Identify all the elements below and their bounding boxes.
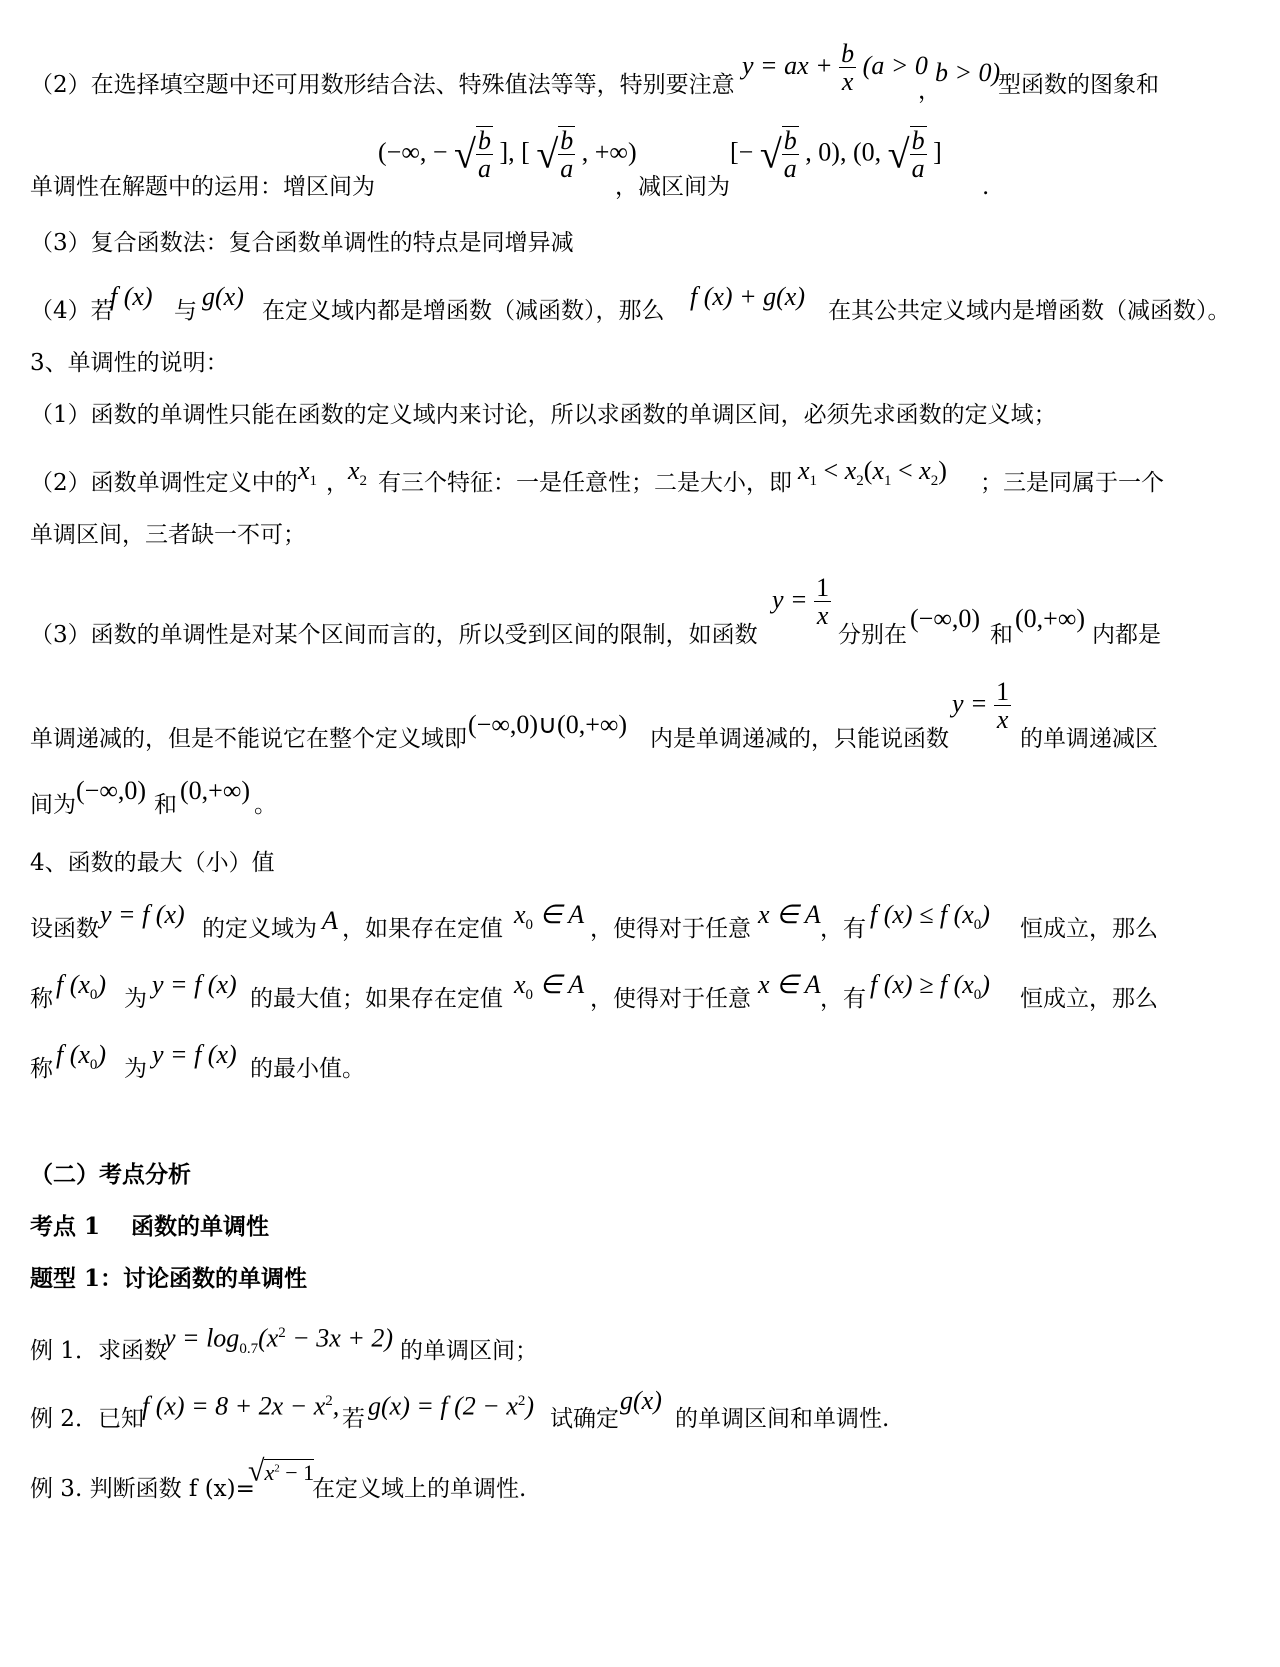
paragraph-line-9 <box>30 568 1250 653</box>
paragraph-line-14 <box>30 966 1250 1016</box>
formula-A: A <box>322 906 338 935</box>
formula-y-eq-fx: y = f (x) <box>152 970 237 999</box>
text-span: 的单调递减区 <box>1020 726 1158 752</box>
numerator: b <box>783 126 797 155</box>
section-heading-analysis: （二）考点分析 <box>30 1161 191 1188</box>
example-1 <box>30 1316 1250 1366</box>
formula-part: y = <box>952 688 988 718</box>
formula-y-eq-fx: y = f (x) <box>152 1040 237 1069</box>
denominator: x <box>816 601 829 631</box>
sqrt-b-over-a <box>888 126 927 183</box>
numerator: b <box>911 126 925 155</box>
sqrt-b-over-a <box>454 126 493 183</box>
text-span: ，减区间为 <box>615 174 730 200</box>
formula-part: g(x) = f (2 − x <box>368 1391 518 1421</box>
text-span: 内是单调递减的，只能说函数 <box>650 726 949 752</box>
formula-part: y = ax + <box>742 50 833 80</box>
paragraph-line-8: 单调区间，三者缺一不可； <box>30 522 306 548</box>
formula-b-gt-0: b > 0) <box>935 58 1001 87</box>
formula-part: ) <box>525 1391 535 1421</box>
formula-y-eq-1-over-x <box>772 574 831 630</box>
paragraph-line-5: 3、单调性的说明： <box>30 350 229 376</box>
text-span: 。 <box>254 792 277 818</box>
formula-interval-neg: (−∞,0) <box>76 776 147 805</box>
numerator: b <box>560 126 574 155</box>
text-span: 有三个特征：一是任意性；二是大小，即 <box>378 470 792 496</box>
formula-interval-pos: (0,+∞) <box>180 776 251 805</box>
var: x <box>844 456 857 485</box>
superscript: 2 <box>274 1463 280 1475</box>
subscript: 2 <box>930 473 939 490</box>
formula-fx0 <box>56 1040 106 1080</box>
sqrt-b-over-a <box>760 126 799 183</box>
formula-part: − 3x + 2) <box>285 1323 394 1353</box>
var: x <box>514 900 526 929</box>
var: x <box>264 1460 275 1486</box>
formula-x2 <box>348 456 367 496</box>
radical-sign: √ <box>887 131 910 177</box>
subscript: 0 <box>89 987 98 1004</box>
radical-sign: √ <box>759 131 782 177</box>
section-heading-type-1: 题型 1：讨论函数的单调性 <box>30 1265 308 1292</box>
text-span: （4）若 <box>30 298 114 324</box>
subscript: 2 <box>856 473 864 490</box>
subscript: 0 <box>89 1057 98 1074</box>
text-span: 与 <box>174 298 197 324</box>
formula-decreasing-interval <box>730 126 942 183</box>
paragraph-line-10 <box>30 668 1250 758</box>
paragraph-line-7 <box>30 452 1250 502</box>
formula-increasing-interval <box>378 126 637 183</box>
formula-log <box>164 1318 393 1364</box>
formula-part: , <box>332 1391 340 1421</box>
formula-fx-le-fx0 <box>870 900 990 940</box>
formula-part: (a > 0 <box>862 50 928 80</box>
text-span: ，如果存在定值 <box>342 916 503 942</box>
formula-part: ) <box>97 970 107 999</box>
text-span: . <box>982 174 990 200</box>
text-span: 在定义域内都是增函数（减函数），那么 <box>262 298 665 324</box>
text-span: （3）函数的单调性是对某个区间而言的，所以受到区间的限制，如函数 <box>30 622 758 648</box>
formula-fx-def <box>142 1386 339 1422</box>
var: x <box>514 970 526 999</box>
text-span: ，有 <box>820 986 866 1012</box>
paragraph-line-15 <box>30 1036 1250 1086</box>
formula-part: ], [ <box>499 137 530 167</box>
formula-x1 <box>298 456 317 496</box>
paragraph-line-4 <box>30 280 1250 330</box>
text-span: 的单调区间； <box>400 1338 538 1364</box>
formula-gx: g(x) <box>620 1386 662 1415</box>
formula-part: (−∞,0) <box>468 710 539 739</box>
text-span: 的最小值。 <box>250 1056 365 1082</box>
formula-part: f (x) ≥ f (x <box>870 970 974 999</box>
radicand <box>264 1459 314 1485</box>
formula-x0-in-A <box>514 970 584 1010</box>
formula-gx: g(x) <box>202 282 244 311</box>
text-span: ；三是同属于一个 <box>980 470 1164 496</box>
text-span: 和 <box>154 792 177 818</box>
superscript: 2 <box>325 1393 333 1409</box>
formula-part: f (x) = 8 + 2x − x <box>142 1391 326 1421</box>
denominator: a <box>560 154 574 184</box>
text-span: 恒成立，那么 <box>1020 916 1158 942</box>
text-span: 间为 <box>30 792 76 818</box>
superscript: 2 <box>278 1325 286 1341</box>
text-span: ，有 <box>820 916 866 942</box>
example-3 <box>30 1454 1250 1504</box>
formula-part: ∈ A <box>533 900 585 929</box>
formula-part: y = log <box>164 1323 240 1353</box>
var: x <box>348 456 360 485</box>
formula-gx-def <box>368 1386 534 1422</box>
formula-fx0 <box>56 970 106 1010</box>
fraction-b-over-x <box>839 40 856 96</box>
formula-part: − 1 <box>279 1460 315 1486</box>
paragraph-line-11 <box>30 772 1250 822</box>
text-span: 的最大值；如果存在定值 <box>250 986 503 1012</box>
subscript: 2 <box>359 473 368 490</box>
denominator: x <box>841 67 854 97</box>
union-sign: ∪ <box>538 710 558 739</box>
denominator: a <box>911 154 925 184</box>
text-span: ， <box>918 78 941 104</box>
example-2 <box>30 1384 1250 1434</box>
subscript: 0 <box>525 917 534 934</box>
text-span: 在其公共定义域内是增函数（减函数）。 <box>828 298 1231 324</box>
section-heading-4: 4、函数的最大（小）值 <box>30 850 275 876</box>
numerator: 1 <box>816 573 830 602</box>
formula-x1-lt-x2 <box>798 456 947 496</box>
text-span: 的定义域为 <box>202 916 317 942</box>
paragraph-line-1 <box>30 30 1250 105</box>
denominator: x <box>996 705 1009 735</box>
subscript: 0.7 <box>239 1340 259 1357</box>
formula-part: ] <box>933 137 942 167</box>
formula-interval-neg: (−∞,0) <box>910 604 981 633</box>
paragraph-line-13 <box>30 896 1250 946</box>
formula-interval-pos: (0,+∞) <box>1015 604 1086 633</box>
formula-part: (0,+∞) <box>557 710 628 739</box>
subscript: 0 <box>525 987 534 1004</box>
var: x <box>298 456 310 485</box>
formula-part: f (x <box>56 970 90 999</box>
text-span: 为 <box>124 986 147 1012</box>
text-span: 为 <box>124 1056 147 1082</box>
formula-part: y = <box>772 584 808 614</box>
formula-fx-ge-fx0 <box>870 970 990 1010</box>
formula-x-in-A: x ∈ A <box>758 900 821 929</box>
denominator: a <box>783 154 797 184</box>
formula-y-ax-b-over-x <box>742 40 928 96</box>
formula-part: [− <box>730 137 754 167</box>
op: ) <box>938 456 947 485</box>
text-span: 例 3. 判断函数 f (x)= <box>30 1476 255 1502</box>
superscript: 2 <box>517 1393 526 1409</box>
var: x <box>919 456 931 485</box>
formula-part: f (x <box>56 1040 90 1069</box>
text-span: ，使得对于任意 <box>590 986 751 1012</box>
subscript: 1 <box>809 473 818 490</box>
text-span: 若 <box>342 1406 365 1432</box>
formula-fx: f (x) <box>110 282 153 311</box>
formula-x-in-A: x ∈ A <box>758 970 821 999</box>
text-span: 设函数 <box>30 916 99 942</box>
formula-part: , 0), (0, <box>805 137 882 167</box>
formula-union <box>468 710 627 740</box>
text-span: 内都是 <box>1092 622 1161 648</box>
paragraph-line-3: （3）复合函数法：复合函数单调性的特点是同增异减 <box>30 230 574 256</box>
formula-x0-in-A <box>514 900 584 940</box>
paragraph-line-6: （1）函数的单调性只能在函数的定义域内来讨论，所以求函数的单调区间，必须先求函数的定义域； <box>30 402 1057 428</box>
subscript: 1 <box>309 473 318 490</box>
formula-part: ) <box>97 1040 107 1069</box>
numerator: b <box>477 126 491 155</box>
text-span: 的单调区间和单调性. <box>675 1406 890 1432</box>
text-span: （2）函数单调性定义中的 <box>30 470 298 496</box>
subscript: 0 <box>973 987 982 1004</box>
var: x <box>798 456 810 485</box>
formula-part: ) <box>981 970 990 999</box>
formula-part: (x <box>258 1323 279 1353</box>
formula-sqrt <box>248 1454 314 1488</box>
op: < <box>817 456 845 485</box>
formula-y-eq-1-over-x <box>952 678 1011 734</box>
text-span: ，使得对于任意 <box>590 916 751 942</box>
var: x <box>872 456 884 485</box>
subscript: 0 <box>973 917 982 934</box>
radical-sign: √ <box>536 131 559 177</box>
paragraph-line-2 <box>30 120 1250 205</box>
text-span: 例 1．求函数 <box>30 1338 167 1364</box>
formula-part: ∈ A <box>533 970 585 999</box>
formula-y-eq-fx: y = f (x) <box>100 900 185 929</box>
radical-sign: √ <box>454 131 476 177</box>
op: < <box>891 456 920 485</box>
numerator: 1 <box>996 677 1010 706</box>
formula-part: , +∞) <box>581 137 637 167</box>
subscript: 1 <box>883 473 892 490</box>
text-span: 在定义域上的单调性. <box>312 1476 527 1502</box>
formula-part: (−∞, − <box>378 137 448 167</box>
numerator: b <box>841 39 855 68</box>
text-span: 单调性在解题中的运用：增区间为 <box>30 174 375 200</box>
section-heading-point-1: 考点 1 函数的单调性 <box>30 1213 270 1240</box>
text-span: 恒成立，那么 <box>1020 986 1158 1012</box>
text-span: （2）在选择填空题中还可用数形结合法、特殊值法等等，特别要注意 <box>30 72 735 98</box>
text-span: 称 <box>30 986 53 1012</box>
text-span: 分别在 <box>838 622 907 648</box>
op: ( <box>863 456 873 485</box>
text-span: 称 <box>30 1056 53 1082</box>
text-span: 例 2．已知 <box>30 1406 144 1432</box>
sqrt-b-over-a <box>536 126 575 183</box>
text-span: 单调递减的，但是不能说它在整个定义域即 <box>30 726 467 752</box>
denominator: a <box>477 154 491 184</box>
radical-sign: √ <box>248 1454 265 1488</box>
formula-part: f (x) ≤ f (x <box>870 900 974 929</box>
formula-part: ) <box>981 900 990 929</box>
text-span: ， <box>326 470 349 496</box>
text-span: 型函数的图象和 <box>998 72 1159 98</box>
text-span: 和 <box>990 622 1013 648</box>
text-span: 试确定 <box>550 1406 619 1432</box>
formula-fx-plus-gx: f (x) + g(x) <box>690 282 805 311</box>
